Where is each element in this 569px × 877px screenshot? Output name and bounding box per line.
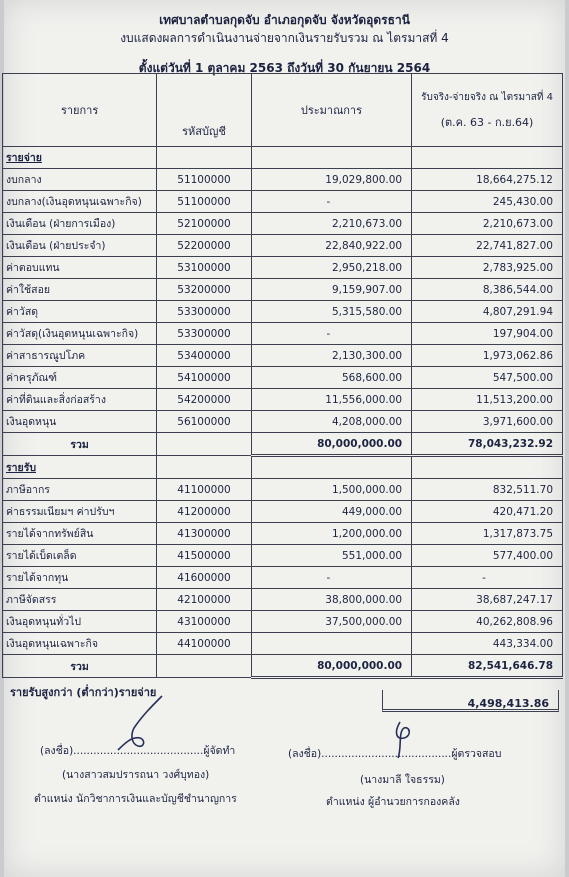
expense-account-code: 51100000 xyxy=(157,191,252,213)
income-row xyxy=(3,523,563,545)
expense-account-code: 53200000 xyxy=(157,279,252,301)
expense-row xyxy=(3,367,563,389)
section-label-income: รายรับ xyxy=(3,456,157,479)
expense-item-name: ค่าตอบแทน xyxy=(3,257,157,279)
expense-row xyxy=(3,389,563,411)
income-budget-amount: 449,000.00 xyxy=(251,501,411,523)
report-period: ตั้งแต่วันที่ 1 ตุลาคม 2563 ถึงวันที่ 30 กันยายน 2564 xyxy=(138,61,431,75)
expense-actual-amount: 1,973,062.86 xyxy=(412,345,563,367)
expense-total-budget: 80,000,000.00 xyxy=(251,433,411,456)
preparer-name: (นางสาวสมปรารถนา วงศ์บุทอง) xyxy=(62,769,210,781)
income-budget-amount: 1,500,000.00 xyxy=(251,479,411,501)
col-header-actual-period: (ต.ค. 63 - ก.ย.64) xyxy=(440,115,534,129)
expense-actual-amount: 2,210,673.00 xyxy=(412,213,563,235)
income-account-code: 43100000 xyxy=(157,611,252,633)
income-account-code: 44100000 xyxy=(157,633,252,655)
income-total-label: รวม xyxy=(3,655,157,678)
expense-item-name: ค่าใช้สอย xyxy=(3,279,157,301)
report-title-line-2: งบแสดงผลการดำเนินงานจ่ายจากเงินรายรับรวม ณ ไตรมาสที่ 4 xyxy=(120,31,449,45)
income-actual-amount: 420,471.20 xyxy=(412,501,563,523)
income-budget-amount: 37,500,000.00 xyxy=(251,611,411,633)
expense-row xyxy=(3,345,563,367)
income-budget-amount: 551,000.00 xyxy=(251,545,411,567)
expense-item-name: ค่าครุภัณฑ์ xyxy=(3,367,157,389)
income-budget-amount: - xyxy=(251,567,411,589)
income-account-code: 41500000 xyxy=(157,545,252,567)
expense-row xyxy=(3,323,563,345)
income-row xyxy=(3,501,563,523)
expense-actual-amount: 11,513,200.00 xyxy=(412,389,563,411)
income-row xyxy=(3,545,563,567)
income-item-name: เงินอุดหนุนทั่วไป xyxy=(3,611,157,633)
col-header-code-label: รหัสบัญชี xyxy=(182,125,226,138)
expense-row xyxy=(3,257,563,279)
section-row-income xyxy=(3,456,563,479)
income-row xyxy=(3,633,563,655)
expense-account-code: 53300000 xyxy=(157,301,252,323)
expense-actual-amount: 2,783,925.00 xyxy=(412,257,563,279)
income-total-budget: 80,000,000.00 xyxy=(251,655,411,678)
expense-row xyxy=(3,235,563,257)
expense-actual-amount: 3,971,600.00 xyxy=(412,411,563,433)
operating-results-table xyxy=(2,73,563,679)
col-header-code xyxy=(157,74,252,147)
income-item-name: ภาษีจัดสรร xyxy=(3,589,157,611)
income-total-row xyxy=(3,655,563,678)
income-account-code: 42100000 xyxy=(157,589,252,611)
income-account-code: 41100000 xyxy=(157,479,252,501)
income-item-name: ภาษีอากร xyxy=(3,479,157,501)
income-item-name: เงินอุดหนุนเฉพาะกิจ xyxy=(3,633,157,655)
expense-row xyxy=(3,169,563,191)
income-actual-amount: 443,334.00 xyxy=(412,633,563,655)
expense-item-name: ค่าวัสดุ xyxy=(3,301,157,323)
expense-budget-amount: 568,600.00 xyxy=(251,367,411,389)
income-account-code: 41200000 xyxy=(157,501,252,523)
reviewer-sign-line: (ลงชื่อ).......................................ผู้ตรวจสอบ xyxy=(288,748,502,760)
expense-row xyxy=(3,301,563,323)
expense-item-name: เงินเดือน (ฝ่ายประจำ) xyxy=(3,235,157,257)
table-header-row xyxy=(3,74,563,147)
expense-total-actual: 78,043,232.92 xyxy=(412,433,563,456)
expense-total-row xyxy=(3,433,563,456)
expense-account-code: 54100000 xyxy=(157,367,252,389)
expense-item-name: เงินอุดหนุน xyxy=(3,411,157,433)
expense-budget-amount: - xyxy=(251,323,411,345)
income-account-code: 41600000 xyxy=(157,567,252,589)
income-item-name: ค่าธรรมเนียมฯ ค่าปรับฯ xyxy=(3,501,157,523)
difference-value: 4,498,413.86 xyxy=(382,690,559,712)
income-account-code: 41300000 xyxy=(157,523,252,545)
income-row xyxy=(3,479,563,501)
expense-actual-amount: 22,741,827.00 xyxy=(412,235,563,257)
expense-account-code: 56100000 xyxy=(157,411,252,433)
expense-actual-amount: 4,807,291.94 xyxy=(412,301,563,323)
section-label-expense: รายจ่าย xyxy=(3,147,157,169)
income-budget-amount xyxy=(251,633,411,655)
expense-row xyxy=(3,213,563,235)
expense-actual-amount: 18,664,275.12 xyxy=(412,169,563,191)
report-title-line-1: เทศบาลตำบลกุดจับ อำเภอกุดจับ จังหวัดอุดรธานี xyxy=(159,13,410,27)
expense-budget-amount: 5,315,580.00 xyxy=(251,301,411,323)
expense-actual-amount: 245,430.00 xyxy=(412,191,563,213)
col-header-actual-label: รับจริง-จ่ายจริง ณ ไตรมาสที่ 4 xyxy=(421,91,553,103)
income-total-actual: 82,541,646.78 xyxy=(412,655,563,678)
income-actual-amount: 38,687,247.17 xyxy=(412,589,563,611)
expense-budget-amount: 11,556,000.00 xyxy=(251,389,411,411)
expense-budget-amount: 2,950,218.00 xyxy=(251,257,411,279)
col-header-item-label: รายการ xyxy=(60,104,99,117)
income-actual-amount: - xyxy=(412,567,563,589)
income-budget-amount: 38,800,000.00 xyxy=(251,589,411,611)
expense-actual-amount: 197,904.00 xyxy=(412,323,563,345)
income-row xyxy=(3,567,563,589)
expense-account-code: 53300000 xyxy=(157,323,252,345)
expense-account-code: 51100000 xyxy=(157,169,252,191)
col-header-budget-label: ประมาณการ xyxy=(300,104,363,117)
income-row xyxy=(3,589,563,611)
expense-budget-amount: 2,130,300.00 xyxy=(251,345,411,367)
expense-item-name: เงินเดือน (ฝ่ายการเมือง) xyxy=(3,213,157,235)
income-actual-amount: 832,511.70 xyxy=(412,479,563,501)
expense-account-code: 52200000 xyxy=(157,235,252,257)
income-item-name: รายได้จากทรัพย์สิน xyxy=(3,523,157,545)
expense-budget-amount: 9,159,907.00 xyxy=(251,279,411,301)
income-row xyxy=(3,611,563,633)
col-header-item xyxy=(3,74,157,147)
expense-account-code: 53100000 xyxy=(157,257,252,279)
expense-account-code: 52100000 xyxy=(157,213,252,235)
expense-row xyxy=(3,411,563,433)
income-item-name: รายได้จากทุน xyxy=(3,567,157,589)
income-actual-amount: 40,262,808.96 xyxy=(412,611,563,633)
expense-item-name: ค่าที่ดินและสิ่งก่อสร้าง xyxy=(3,389,157,411)
expense-budget-amount: 2,210,673.00 xyxy=(251,213,411,235)
expense-item-name: งบกลาง xyxy=(3,169,157,191)
expense-row xyxy=(3,279,563,301)
expense-account-code: 54200000 xyxy=(157,389,252,411)
col-header-actual xyxy=(412,74,563,147)
income-actual-amount: 577,400.00 xyxy=(412,545,563,567)
expense-item-name: ค่าสาธารณูปโภค xyxy=(3,345,157,367)
expense-budget-amount: 19,029,800.00 xyxy=(251,169,411,191)
expense-budget-amount: - xyxy=(251,191,411,213)
reviewer-name: (นางมาลี ใจธรรม) xyxy=(360,774,445,786)
expense-budget-amount: 4,208,000.00 xyxy=(251,411,411,433)
expense-row xyxy=(3,191,563,213)
reviewer-position: ตำแหน่ง ผู้อำนวยการกองคลัง xyxy=(326,796,460,808)
expense-actual-amount: 547,500.00 xyxy=(412,367,563,389)
expense-actual-amount: 8,386,544.00 xyxy=(412,279,563,301)
difference-label: รายรับสูงกว่า (ต่ำกว่า)รายจ่าย xyxy=(10,686,157,699)
preparer-position: ตำแหน่ง นักวิชาการเงินและบัญชีชำนาญการ xyxy=(34,793,237,805)
section-row-expense xyxy=(3,147,563,169)
expense-budget-amount: 22,840,922.00 xyxy=(251,235,411,257)
preparer-sign-line: (ลงชื่อ).......................................ผู้จัดทำ xyxy=(40,745,236,757)
document-page xyxy=(4,0,565,877)
income-item-name: รายได้เบ็ดเตล็ด xyxy=(3,545,157,567)
income-actual-amount: 1,317,873.75 xyxy=(412,523,563,545)
expense-item-name: ค่าวัสดุ(เงินอุดหนุนเฉพาะกิจ) xyxy=(3,323,157,345)
col-header-budget xyxy=(251,74,411,147)
expense-item-name: งบกลาง(เงินอุดหนุนเฉพาะกิจ) xyxy=(3,191,157,213)
expense-account-code: 53400000 xyxy=(157,345,252,367)
income-budget-amount: 1,200,000.00 xyxy=(251,523,411,545)
expense-total-label: รวม xyxy=(3,433,157,456)
